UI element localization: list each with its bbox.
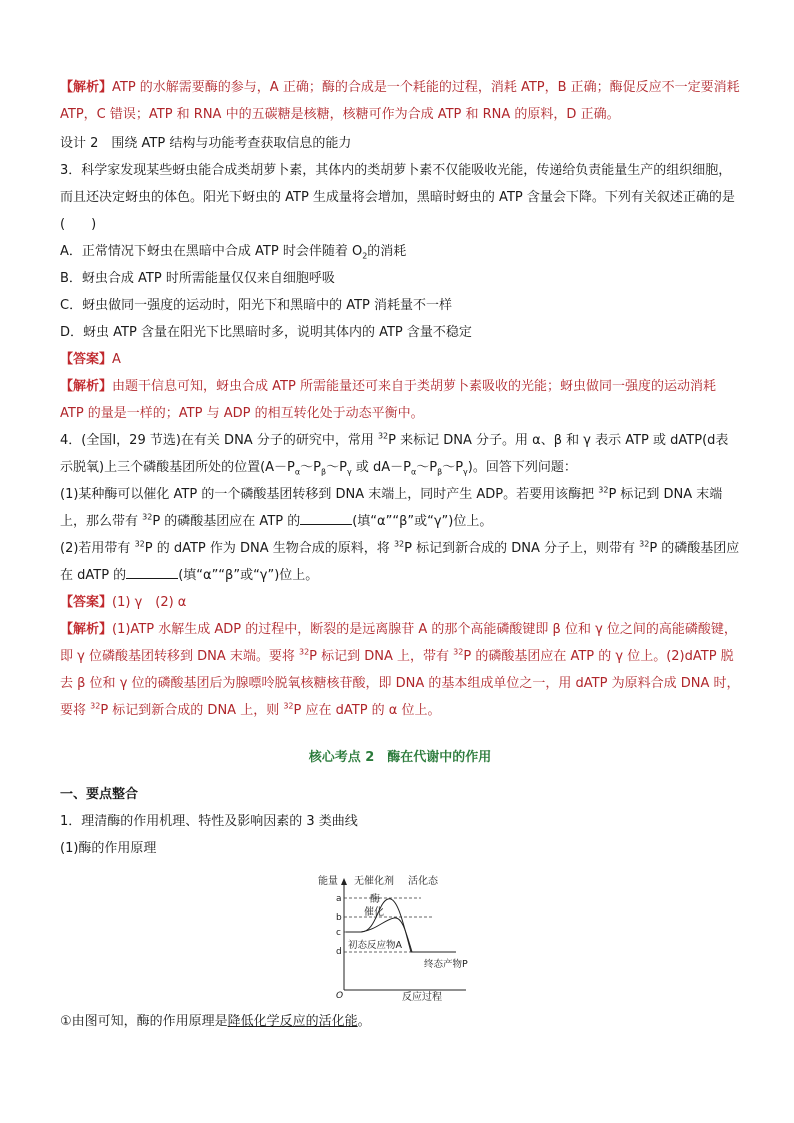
answer-value: A [112,352,121,367]
level-d-label: d [336,947,342,957]
item-1-1: (1)酶的作用原理 [60,841,157,856]
question-3-analysis [60,373,740,427]
y-axis-label: 能量 [318,876,338,887]
stem-part: 表示脱氧)上三个磷酸基团所处的位置(A－P [60,433,729,475]
analysis-paragraph-1 [60,74,740,128]
stem-part: P 来标记 DNA 分子。用 α、β 和 γ 表示 ATP 或 dATP(d [388,433,716,448]
text-part: (1)某种酶可以催化 ATP 的一个磷酸基团转移到 DNA 末端上，同时产生 ADP。若要用该酶把 [60,487,599,502]
final-product-label: 终态产物P [424,959,468,970]
document-page [60,74,740,1035]
superscript: 32 [453,647,464,657]
superscript: 32 [90,701,101,711]
initial-reactant-label: 初态反应物A [348,940,402,951]
analysis-tag: 【解析】 [60,379,113,394]
superscript: 32 [142,512,153,522]
text-part: P 标记到 DNA 上，带有 [309,649,454,664]
active-state-label: 活化态 [408,876,438,887]
text-part: P 的磷酸基团应在 ATP 的 [152,514,301,529]
text-part: P 的 dATP 作为 DNA 生物合成的原料，将 [144,541,394,556]
question-4-stem [60,427,740,481]
option-a-tail: 的消耗 [367,244,407,259]
question-4-answer [60,589,740,616]
superscript: 32 [377,431,389,441]
answer-blank[interactable] [300,510,352,525]
stem-part: )。回答下列问题： [467,460,577,475]
stem-part: ～P [442,460,464,475]
no-catalyst-label: 无催化剂 [354,876,394,887]
answer-tag: 【答案】 [60,595,113,610]
conclusion-text: ①由图可知，酶的作用原理是 [60,1014,228,1029]
conclusion-line [60,1008,740,1035]
section-title: 核心考点 2 酶在代谢中的作用 [308,750,492,765]
question-3-option-d: D．蚜虫 ATP 含量在阳光下比黑暗时多，说明其体内的 ATP 含量不稳定 [60,325,472,340]
conclusion-end: 。 [357,1014,371,1029]
subscript: β [321,467,327,477]
y-axis-arrow [341,878,347,885]
analysis-text: ATP 的水解需要酶的参与，A 正确；酶的合成是一个耗能的过程，消耗 ATP，B 正确；酶促反应不一定要消耗 ATP，C 错误；ATP 和 RNA 中的五碳糖是核糖，核糖可作为合成 ATP 和 RNA 的原料，D 正确。 [60,80,740,122]
stem-part: 或 dA－P [351,460,411,475]
question-3-answer [60,346,740,373]
subscript: β [437,467,443,477]
enzyme-label: 酶 [370,894,380,905]
stem-part: 4．(全国Ⅰ，29 节选)在有关 DNA 分子的研究中，常用 [60,433,378,448]
superscript: 32 [639,539,650,549]
text-part: P 的磷酸基团应在 dATP 的 [60,541,740,583]
superscript: 32 [134,539,145,549]
option-a-text: A．正常情况下蚜虫在黑暗中合成 ATP 时会伴随着 O [60,244,363,259]
text-part: P 标记到新合成的 DNA 上，则 [100,703,284,718]
subscript: α [294,467,301,477]
text-part: P 标记到新合成的 DNA 分子上，则带有 [404,541,640,556]
catalyzed-label: 催化 [364,907,384,918]
text-part: (1)ATP 水解生成 ADP 的过程中，断裂的是远离腺苷 A 的那个高能磷酸键即 β 位和 γ 位之间的高能磷酸键，即 γ 位磷酸基团转移到 DNA 末端。要将 [60,622,737,664]
answer-tag: 【答案】 [60,352,113,367]
question-3-stem: 3．科学家发现某些蚜虫能合成类胡萝卜素，其体内的类胡萝卜素不仅能吸收光能，传递给负责能量生产的组织细胞，而且还决定蚜虫的体色。阳光下蚜虫的 ATP 生成量将会增加，黑暗时蚜虫的 ATP 含量会下降。下列有关叙述正确的是( ) [60,163,735,232]
question-4-sub-2 [60,535,740,589]
origin-label: O [336,991,344,1001]
stem-part: ～P [416,460,438,475]
answer-value: (1) γ (2) α [112,595,187,610]
level-b-label: b [336,913,342,923]
subscript: 2 [362,251,368,261]
x-axis-label: 反应过程 [402,992,442,1002]
text-part: P 的磷酸基团应在 ATP 的 γ 位上。(2)dATP 脱去 β 位和 γ 位的磷酸基团后为腺嘌呤脱氧核糖核苷酸，即 DNA 的基本组成单位之一，用 dATP 为原料合成 DNA 时，要将 [60,649,740,718]
text-part: P 标记到 DNA 末端上，那么带有 [60,487,723,529]
text-part: P 应在 dATP 的 α 位上。 [293,703,441,718]
superscript: 32 [598,485,609,495]
question-4-analysis [60,616,740,724]
text-part: (填“α”“β”或“γ”)位上。 [178,568,319,583]
superscript: 32 [298,647,310,657]
subscript: γ [346,467,352,477]
question-3-option-a [60,238,740,265]
item-1: 1．理清酶的作用机理、特性及影响因素的 3 类曲线 [60,814,358,829]
question-3-option-c: C．蚜虫做同一强度的运动时，阳光下和黑暗中的 ATP 消耗量不一样 [60,298,453,313]
text-part: (2)若用带有 [60,541,135,556]
question-3-option-b: B．蚜虫合成 ATP 时所需能量仅仅来自细胞呼吸 [60,271,335,286]
text-part: (填“α”“β”或“γ”)位上。 [352,514,493,529]
enzyme-energy-diagram [316,872,476,1002]
subscript: α [410,467,417,477]
analysis-text: 由题干信息可知，蚜虫合成 ATP 所需能量还可来自于类胡萝卜素吸收的光能；蚜虫做同一强度的运动消耗 ATP 的量是一样的；ATP 与 ADP 的相互转化处于动态平衡中。 [60,379,716,421]
answer-blank[interactable] [126,564,178,579]
stem-part: ～P [300,460,322,475]
design-heading: 设计 2 围绕 ATP 结构与功能考查获取信息的能力 [60,136,352,151]
analysis-tag: 【解析】 [60,80,113,95]
part-heading: 一、要点整合 [60,787,139,802]
superscript: 32 [393,539,405,549]
underlined-answer: 降低化学反应的活化能 [227,1014,358,1029]
level-a-label: a [336,894,342,904]
question-4-sub-1 [60,481,740,535]
level-c-label: c [336,928,341,938]
subscript: γ [463,467,468,477]
analysis-tag: 【解析】 [60,622,113,637]
superscript: 32 [283,701,294,711]
stem-part: ～P [326,460,347,475]
energy-diagram-svg [316,872,476,1002]
